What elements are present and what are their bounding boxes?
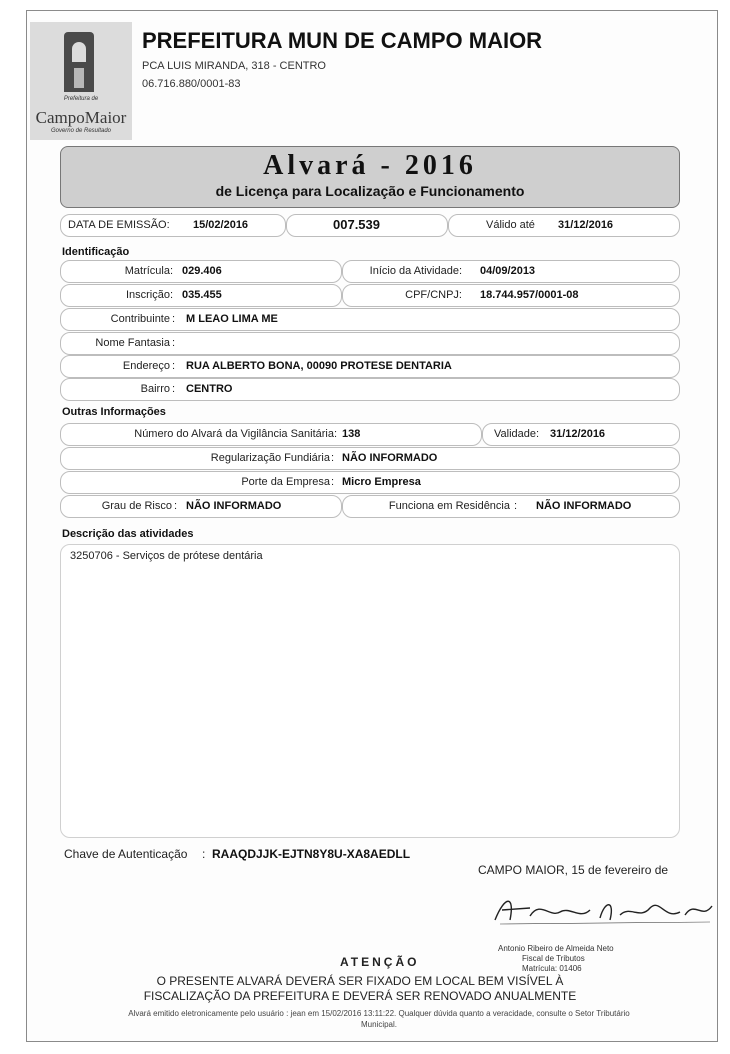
logo-brand: CampoMaior (35, 108, 127, 127)
stamp-role: Fiscal de Tributos (522, 954, 585, 963)
chave-label: Chave de Autenticação (64, 847, 188, 861)
atencao-line1: O PRESENTE ALVARÁ DEVERÁ SER FIXADO EM LOCAL BEM VISÍVEL À (156, 974, 564, 988)
cpf-label: CPF/CNPJ: (405, 289, 462, 301)
atencao-title: ATENÇÃO (340, 955, 420, 969)
logo-small-top: Prefeitura de (63, 96, 99, 102)
descricao-item: 3250706 - Serviços de prótese dentária (70, 550, 263, 562)
residencia-label: Funciona em Residência (388, 500, 510, 512)
header-cnpj: 06.716.880/0001-83 (142, 78, 241, 90)
bairro-value: CENTRO (186, 383, 233, 395)
atencao-line2: FISCALIZAÇÃO DA PREFEITURA E DEVERÁ SER RENOVADO ANUALMENTE (143, 989, 577, 1003)
banner-title: Alvará - 2016 (263, 150, 477, 181)
validade-value: 31/12/2016 (550, 428, 606, 440)
stamp-name: Antonio Ribeiro de Almeida Neto (498, 944, 614, 953)
document-banner (60, 146, 680, 208)
header-address: PCA LUIS MIRANDA, 318 - CENTRO (142, 60, 326, 72)
validade-label: Validade: (494, 428, 540, 440)
valid-until-date: 31/12/2016 (558, 219, 614, 231)
endereco-label: Endereço (122, 360, 170, 372)
endereco-value: RUA ALBERTO BONA, 00090 PROTESE DENTARIA (186, 360, 452, 372)
section-identificacao: Identificação (62, 246, 130, 258)
porte-label: Porte da Empresa (241, 476, 330, 488)
chave-value: RAAQDJJK-EJTN8Y8U-XA8AEDLL (212, 847, 411, 861)
section-descricao: Descrição das atividades (62, 528, 194, 540)
footer-line2: Municipal. (360, 1020, 397, 1029)
matricula-value: 029.406 (182, 265, 222, 277)
residencia-value: NÃO INFORMADO (536, 500, 632, 512)
inscricao-value: 035.455 (182, 289, 222, 301)
cpf-value: 18.744.957/0001-08 (480, 289, 579, 301)
logo-small-bottom: Governo de Resultado (50, 128, 112, 134)
document-number: 007.539 (333, 217, 380, 232)
porte-value: Micro Empresa (342, 476, 421, 488)
contribuinte-label: Contribuinte (110, 313, 170, 325)
inscricao-label: Inscrição (125, 289, 170, 301)
signature (490, 890, 720, 930)
emission-date: 15/02/2016 (193, 219, 249, 231)
inicio-value: 04/09/2013 (480, 265, 536, 277)
fantasia-label: Nome Fantasia (95, 337, 170, 349)
footer-line1: Alvará emitido eletronicamente pelo usuário : jean em 15/02/2016 13:11:22. Qualquer dúvida quanto a veracidade, consulte o Setor Tributário (128, 1009, 630, 1018)
stamp-matricula: Matrícula: 01406 (522, 964, 582, 973)
risco-value: NÃO INFORMADO (186, 500, 282, 512)
contribuinte-value: M LEAO LIMA ME (186, 313, 278, 325)
section-outras: Outras Informações (62, 406, 166, 418)
vigilancia-label: Número do Alvará da Vigilância Sanitária (134, 428, 334, 440)
inicio-label: Início da Atividade: (369, 265, 462, 277)
fundiaria-value: NÃO INFORMADO (342, 452, 438, 464)
vigilancia-value: 138 (342, 428, 361, 440)
header-title: PREFEITURA MUN DE CAMPO MAIOR (142, 28, 543, 53)
city-logo (30, 22, 132, 140)
local-date: CAMPO MAIOR, 15 de fevereiro de (478, 863, 669, 877)
bairro-label: Bairro (140, 383, 170, 395)
matricula-label: Matrícula (124, 265, 170, 277)
fundiaria-label: Regularização Fundiária (210, 452, 330, 464)
risco-label: Grau de Risco (101, 500, 172, 512)
valid-until-label: Válido até (486, 219, 535, 231)
descricao-box (60, 544, 680, 838)
emission-date-label: DATA DE EMISSÃO: (68, 219, 170, 231)
building-icon (64, 32, 94, 92)
banner-subtitle: de Licença para Localização e Funcionamento (215, 183, 525, 199)
